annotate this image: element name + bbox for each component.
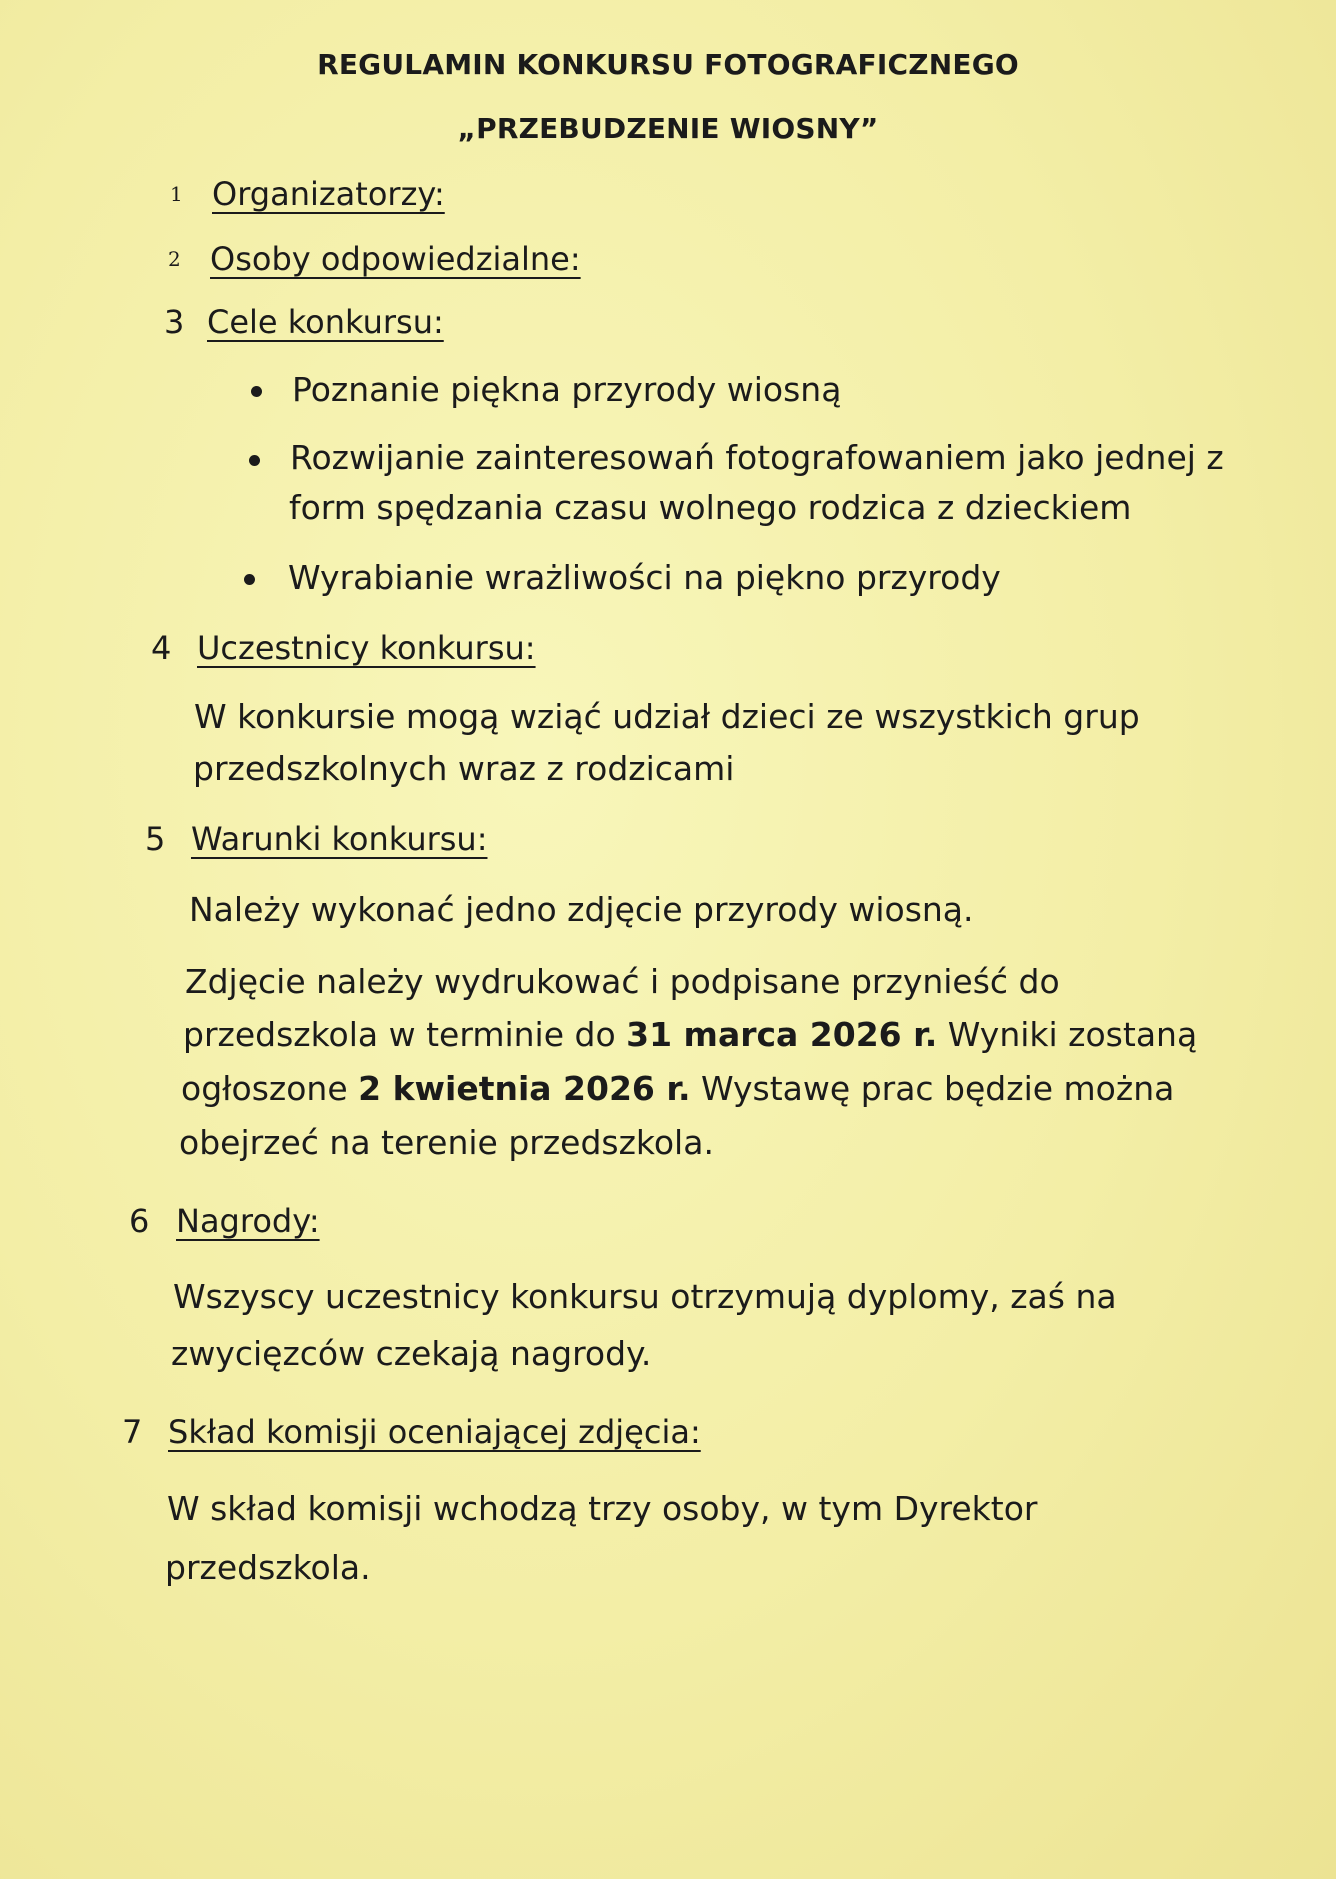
- section-4-heading: Uczestnicy konkursu:: [197, 629, 536, 667]
- section-6-number: 6: [129, 1202, 150, 1240]
- section-5-paragraph-1: Należy wykonać jedno zdjęcie przyrody wiosną.: [189, 890, 974, 929]
- bullet-dot: [251, 386, 262, 397]
- results-date: 2 kwietnia 2026 r.: [358, 1069, 691, 1108]
- section-5-number: 5: [145, 820, 166, 858]
- section-2-heading: Osoby odpowiedzialne:: [210, 240, 581, 278]
- document-title: REGULAMIN KONKURSU FOTOGRAFICZNEGO: [317, 48, 1019, 81]
- bullet-dot: [244, 574, 255, 585]
- section-7-text-line-1: W skład komisji wchodzą trzy osoby, w tym Dyrektor: [167, 1489, 1038, 1528]
- section-4-text-line-2: przedszkolnych wraz z rodzicami: [193, 749, 735, 788]
- bullet-dot: [249, 455, 260, 466]
- deadline-date: 31 marca 2026 r.: [626, 1015, 938, 1054]
- section-2-number: 2: [168, 247, 181, 271]
- section-3-number: 3: [164, 303, 185, 341]
- section-3-bullet-2-line-2: form spędzania czasu wolnego rodzica z dzieckiem: [289, 488, 1132, 527]
- section-3-bullet-1: Poznanie piękna przyrody wiosną: [292, 370, 842, 409]
- section-3-heading: Cele konkursu:: [207, 303, 444, 341]
- section-7-text-line-2: przedszkola.: [165, 1548, 371, 1587]
- section-3-bullet-2-line-1: Rozwijanie zainteresowań fotografowaniem jako jednej z: [290, 438, 1224, 477]
- section-7-heading: Skład komisji oceniającej zdjęcia:: [168, 1413, 701, 1451]
- section-5-heading: Warunki konkursu:: [191, 820, 488, 858]
- section-3-bullet-3: Wyrabianie wrażliwości na piękno przyrody: [288, 558, 1001, 597]
- section-1-number: 1: [170, 182, 183, 206]
- section-6-heading: Nagrody:: [176, 1202, 320, 1240]
- section-7-number: 7: [122, 1413, 143, 1451]
- section-5-line-5: obejrzeć na terenie przedszkola.: [179, 1123, 714, 1162]
- section-4-text-line-1: W konkursie mogą wziąć udział dzieci ze wszystkich grup: [194, 697, 1140, 736]
- section-5-line-4: ogłoszone 2 kwietnia 2026 r. Wystawę prac będzie można: [181, 1069, 1175, 1108]
- section-6-text-line-1: Wszyscy uczestnicy konkursu otrzymują dyplomy, zaś na: [173, 1277, 1117, 1316]
- section-5-line-2: Zdjęcie należy wydrukować i podpisane przynieść do: [185, 962, 1060, 1001]
- section-4-number: 4: [151, 629, 172, 667]
- section-1-heading: Organizatorzy:: [212, 175, 445, 213]
- document-subtitle: „PRZEBUDZENIE WIOSNY”: [457, 112, 879, 145]
- section-6-text-line-2: zwycięzców czekają nagrody.: [171, 1334, 652, 1373]
- section-5-line-3: przedszkola w terminie do 31 marca 2026 r. Wyniki zostaną: [183, 1015, 1198, 1054]
